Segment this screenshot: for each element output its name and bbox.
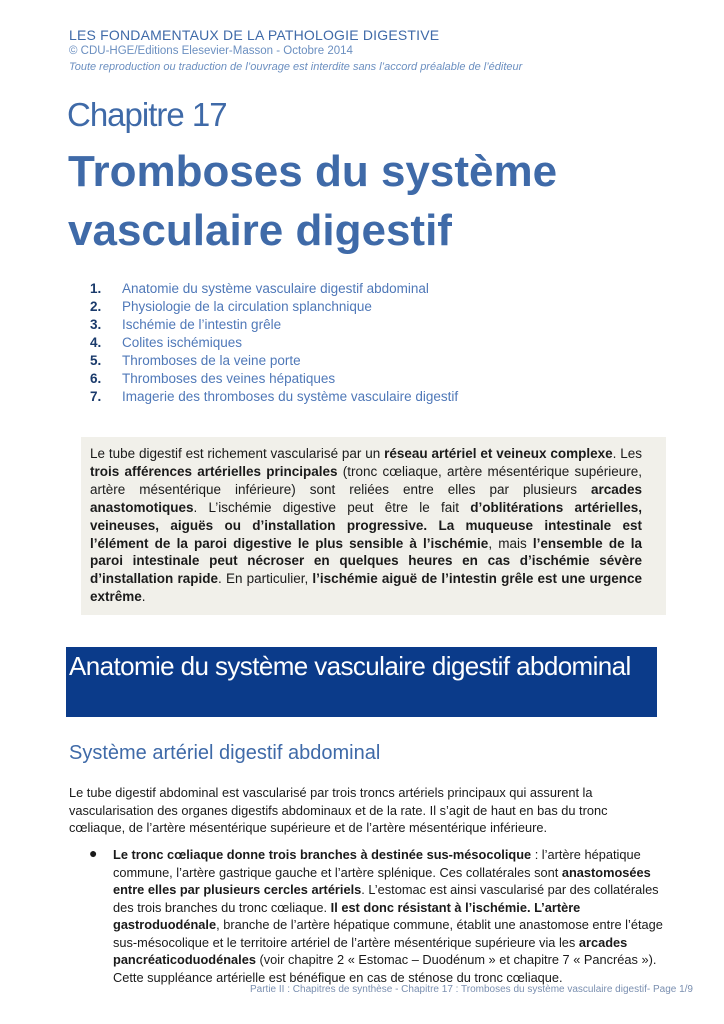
section-heading: Anatomie du système vasculaire digestif abdominal [69,651,631,681]
summary-text: Le tube digestif est richement vascularisé par un réseau artériel et veineux complexe. Les trois afférences artérielles principales (tronc cœliaque, artère mésentérique supérieure, artère mésentérique inférieure) sont reliées entre elles par plusieurs arcades anastomotiques. L’ischémie digestive peut être le fait d’oblitérations artérielles, veineuses, aiguës ou d’installation progressive. La muqueuse intestinale est l’élément de la paroi digestive le plus sensible à l’ischémie, mais l’ensemble de la paroi intestinale peut nécroser en quelques heures en cas d’ischémie sévère d’installation rapide. En particulier, l’ischémie aiguë de l’intestin grêle est une urgence extrême. [90,446,643,605]
summary-box [81,437,666,615]
page-footer: Partie II : Chapitres de synthèse - Chapitre 17 : Tromboses du système vasculaire digestif- Page 1/9 [250,984,693,995]
subsection-heading: Système artériel digestif abdominal [69,742,381,764]
toc-item[interactable] [90,316,458,334]
toc-item[interactable] [90,280,458,298]
section-heading-banner [66,647,657,717]
toc-item-label: Ischémie de l’intestin grêle [122,317,282,332]
toc-item-label: Colites ischémiques [122,335,243,350]
bullet-marker: ● [89,845,98,861]
toc-item-number: 7. [90,389,102,404]
toc-item[interactable] [90,334,458,352]
chapter-label: Chapitre 17 [67,96,227,133]
toc-item-label: Thromboses des veines hépatiques [122,371,336,386]
reproduction-notice: Toute reproduction ou traduction de l’ouvrage est interdite sans l’accord préalable de l’éditeur [69,61,523,73]
toc-item[interactable] [90,298,458,316]
toc-item[interactable] [90,352,458,370]
toc-item-number: 1. [90,281,102,296]
toc-item-label: Physiologie de la circulation splanchnique [122,299,372,314]
toc-item-number: 6. [90,371,102,386]
toc-item-label: Thromboses de la veine porte [122,353,301,368]
copyright-line: © CDU-HGE/Editions Elesevier-Masson - Octobre 2014 [69,45,353,57]
intro-paragraph: Le tube digestif abdominal est vascularisé par trois troncs artériels principaux qui assurent la vascularisation des organes digestifs abdominaux et de la rate. Il s’agit de haut en bas du tronc cœliaque, de l’artère mésentérique supérieure et de l’artère mésentérique inférieure. [69,785,608,835]
chapter-title: Tromboses du système vasculaire digestif [68,147,558,255]
toc-item-number: 3. [90,317,102,332]
toc-item[interactable] [90,370,458,388]
toc-item-label: Imagerie des thromboses du système vasculaire digestif [122,389,459,404]
book-series-title: LES FONDAMENTAUX DE LA PATHOLOGIE DIGESTIVE [69,27,440,43]
toc-item[interactable] [90,388,458,406]
toc-item-label: Anatomie du système vasculaire digestif abdominal [122,281,429,296]
toc-item-number: 5. [90,353,102,368]
bullet-text: Le tronc cœliaque donne trois branches à destinée sus-mésocolique : l’artère hépatique commune, l’artère gastrique gauche et l’artère splénique. Ces collatérales sont anastomosées entre elles par plusieurs cercles artériels. L’estomac est ainsi vascularisé par des collatérales des trois branches du tronc cœliaque. Il est donc résistant à l’ischémie. L’artère gastroduodénale, branche de l’artère hépatique commune, établit une anastomose entre l’étage sus-mésocolique et le territoire artériel de l’artère mésentérique supérieure via les arcades pancréaticoduodénales (voir chapitre 2 « Estomac – Duodénum » et chapitre 7 « Pancréas »). Cette suppléance artérielle est bénéfique en cas de sténose du tronc cœliaque. [113,847,663,985]
toc-item-number: 2. [90,299,102,314]
toc-item-number: 4. [90,335,102,350]
table-of-contents [90,280,458,406]
